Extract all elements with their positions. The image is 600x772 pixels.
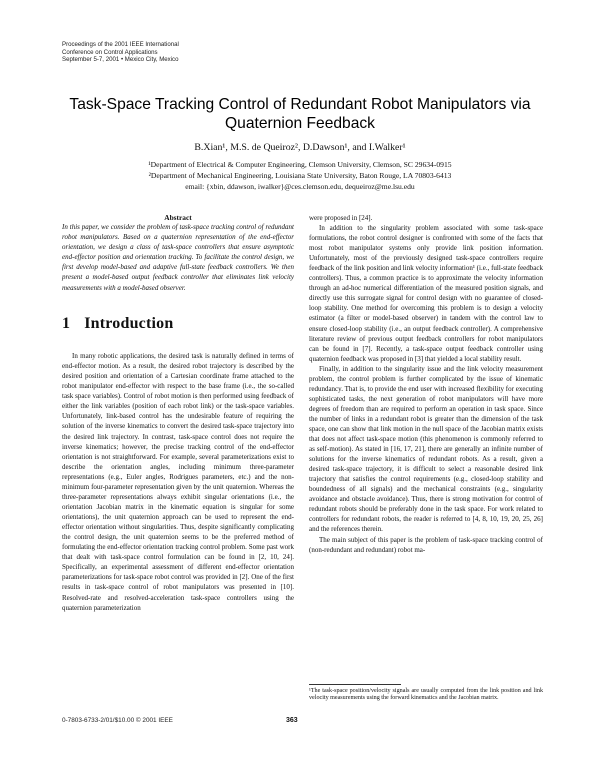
section-title: Introduction [84, 315, 174, 332]
body-paragraph: The main subject of this paper is the problem of task-space tracking control of (non-redundant and redundant) robot ma- [309, 535, 543, 554]
body-paragraph: were proposed in [24]. [309, 214, 373, 222]
paper-title [60, 95, 540, 133]
affiliation-1: ¹Department of Electrical & Computer Engineering, Clemson University, Clemson, SC 29634-0915 [148, 160, 452, 169]
section-number: 1 [62, 315, 71, 332]
title-line-1: Task-Space Tracking Control of Redundant Robot Manipulators via [69, 96, 531, 113]
proceedings-line: September 5-7, 2001 • Mexico City, Mexico [62, 56, 179, 64]
footnote: ¹The task-space position/velocity signals are usually computed from the link position and link velocity measurements using the forward kinematics and the Jacobian matrix. [309, 688, 543, 702]
section-heading [62, 315, 187, 333]
body-paragraph: Finally, in addition to the singularity issue and the link velocity measurement problem, the control problem is further complicated by the issue of kinematic redundancy. That is, to provide the end user with increased flexibility for executing sophisticated tasks, the next generation of robot manipulators will have more degrees of freedom than are required to perform an operation in task space. Since the number of links in a redundant robot is greater than the dimension of the task space, one can show that link motion in the null space of the Jacobian matrix exists that does not affect task-space motion (this phenomenon is commonly referred to as self-motion). As stated in [16, 17, 21], there are generally an infinite number of solutions for the inverse kinematics of redundant robots. As a result, given a desired task-space trajectory, it is difficult to select a reasonable desired link trajectory that satisfies the control requirements (e.g., closed-loop stability and boundedness of all signals) and the mechanical constraints (e.g., singularity avoidance and obstacle avoidance). Thus, there is strong motivation for control of redundant robots should be preferably done in the task space. For work related to controllers for redundant robots, the reader is referred to [4, 8, 10, 19, 20, 25, 26] and the references therein. [309, 364, 543, 534]
proceedings-line: Conference on Control Applications [62, 48, 158, 56]
isbn-line: 0-7803-6733-2/01/$10.00 © 2001 IEEE [62, 717, 173, 724]
proceedings-line: Proceedings of the 2001 IEEE International [62, 41, 179, 48]
abstract-heading: Abstract [164, 213, 192, 222]
body-paragraph: In many robotic applications, the desired task is naturally defined in terms of end-effector motion. As a result, the desired robot trajectory is described by the desired position and orientation of a Cartesian coordinate frame attached to the robot manipulator end-effector with respect to the base frame (i.e., the so-called task space variables). Control of robot motion is then performed using feedback of either the link variables (position of each robot link) or the task-space variables. Unfortunately, link-based control has the undesirable feature of requiring the solution of the inverse kinematics to convert the desired task-space trajectory into the desired link trajectory. In contrast, task-space control does not require the inverse kinematics; however, the precise tracking control of the end-effector orientation is not straightforward. For example, several parameterizations exist to describe the orientation angles, including minimum three-parameter representations (e.g., Euler angles, Rodrigues parameters, etc.) and the non-minimum four-parameter representation given by the unit quaternion. Whereas the three-parameter representations always exhibit singular orientations (i.e., the orientation Jacobian matrix in the kinematic equation is singular for some orientations), the unit quaternion approach can be used to represent the end-effector orientation without singularities. Thus, despite significantly complicating the control design, the unit quaternion seems to be the preferred method of formulating the end-effector orientation tracking control problem. Some past work that dealt with task-space control formulation can be found in [2, 10, 24]. Specifically, an experimental assessment of different end-effector orientation parameterizations for task-space robot control was provided in [2]. One of the first results in task-space control of robot manipulators was presented in [10]. Resolved-rate and resolved-acceleration task-space controllers using the quaternion parameterization [62, 352, 294, 612]
right-column [309, 213, 543, 555]
email-line: email: {xbin, ddawson, iwalker}@ces.clemson.edu, dequeiroz@me.lsu.edu [185, 182, 415, 191]
page-number: 363 [286, 717, 298, 724]
author-list: B.Xian¹, M.S. de Queiroz², D.Dawson¹, and I.Walker¹ [194, 142, 406, 153]
proceedings-header [62, 41, 322, 64]
affiliation-2: ²Department of Mechanical Engineering, Louisiana State University, Baton Rouge, LA 70803-6413 [148, 171, 452, 180]
body-paragraph: In addition to the singularity problem associated with some task-space formulations, the robot control designer is confronted with some of the facts that most robot manipulator systems only provide link position information. Unfortunately, most of the previously designed task-space controllers require feedback of the link position and link velocity information¹ (i.e., full-state feedback controllers). Thus, a common practice is to approximate the velocity information through an ad-hoc numerical differentiation of the measured position signals, and directly use this surrogate signal for control design with no guarantee of closed-loop stability. One method for overcoming this problem is to design a velocity estimator (a filter or model-based observer) in tandem with the control law to ensure closed-loop stability (i.e., an output feedback controller). A comprehensive literature review of previous output feedback controllers for robot manipulators can be found in [7]. Recently, a task-space output feedback controller using quaternion feedback was proposed in [3] that yielded a local stability result. [309, 224, 543, 363]
abstract-text: In this paper, we consider the problem of task-space tracking control of redundant robot manipulators. Based on a quaternion representation of the end-effector orientation, we design a class of task-space controllers that ensure asymptotic end-effector position and orientation tracking. To facilitate the control design, we first develop model-based and adaptive full-state feedback controllers. We then present a model-based output feedback controller that eliminates link velocity measurements with a model-based observer. [62, 223, 294, 292]
title-line-2: Quaternion Feedback [225, 115, 375, 132]
left-column [62, 351, 294, 613]
footnote-rule [309, 684, 401, 685]
